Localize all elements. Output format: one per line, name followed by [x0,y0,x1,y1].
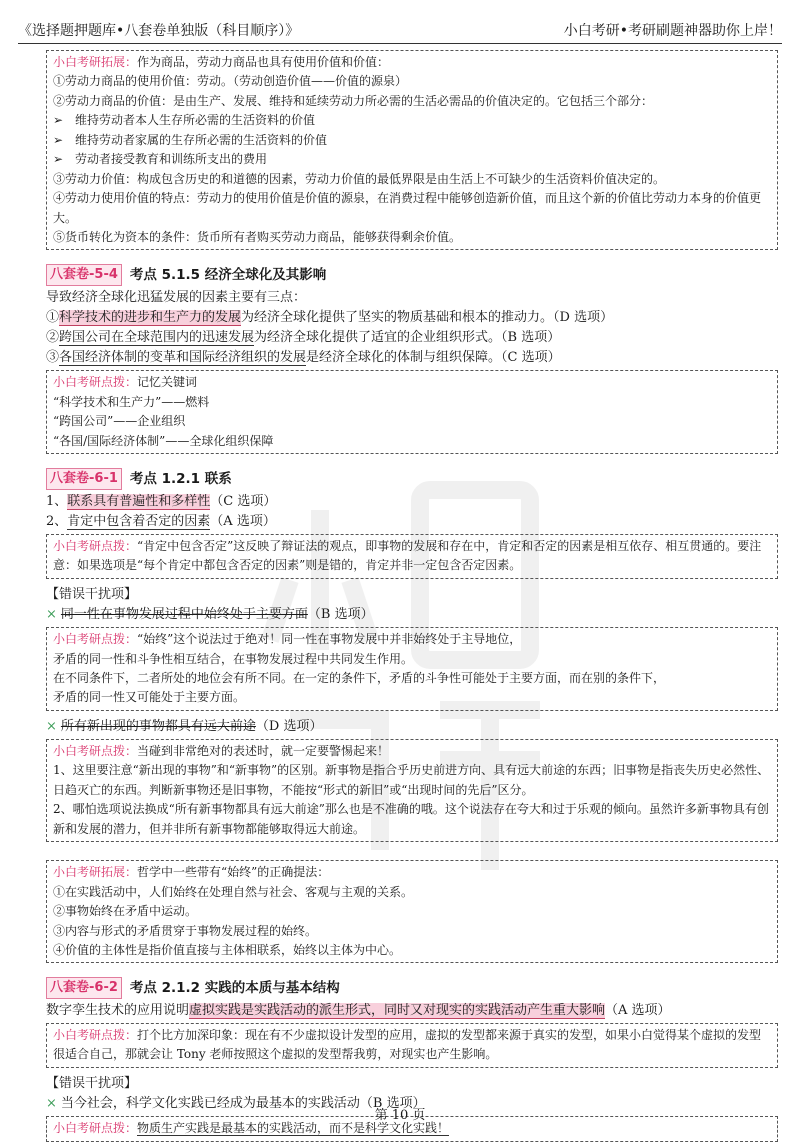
box-lead-text: 作为商品，劳动力商品也具有使用价值和价值： [137,55,390,69]
section-title: 考点 5.1.5 经济全球化及其影响 [129,267,327,283]
box-line: ③内容与形式的矛盾贯穿于事物发展过程的始终。 [53,923,318,938]
underlined-text: 跨国公司在全球范围内的迅速发展 [59,330,255,346]
cross-icon: × [46,718,57,734]
point-item: 1、联系具有普遍性和多样性（C 选项） [46,493,277,509]
highlighted-text: 科学技术的进步和生产力的发展 [59,310,242,326]
box-line: “各国/国际经济体制”——全球化组织保障 [53,433,274,448]
box-line: 矛盾的同一性又可能处于主要方面。 [53,690,246,705]
keyword-tip-box: 小白考研点拨：记忆关键词 “科学技术和生产力”——燃料 “跨国公司”——企业组织 “各国/国际经济体制”——全球化组织保障 [46,370,778,454]
tip-box: 小白考研点拨：当碰到非常绝对的表述时，就一定要警惕起来！ 1、这里要注意“新出现的事物”和“新事物”的区别。新事物是指合乎历史前进方向、具有远大前途的东西；旧事物是指丧失历史必然性、日趋灭亡的东西。判断新事物还是旧事物，不能按“形式的新旧”或“出现时间的先后”区分。 2、哪怕选项说法换成“所有新事物都具有远大前途”那么也是不准确的哦。这个说法存在夸大和过于乐观的倾向。虽然许多新事物具有创新和发展的潜力，但并非所有新事物都能够取得远大前途。 [46,739,778,842]
wrong-option: × 所有新出现的事物都具有远大前途（D 选项） [46,718,323,734]
wrong-option: × 当今社会，科学文化实践已经成为最基本的实践活动（B 选项） [46,1096,426,1112]
box-line: “跨国公司”——企业组织 [53,414,186,429]
wrong-options-label: 【错误干扰项】 [46,1075,138,1091]
wrong-option: × 同一性在事物发展过程中始终处于主要方面（B 选项） [46,606,374,622]
section-heading-6-1 [46,468,778,490]
section-intro: 导致经济全球化迅猛发展的因素主要有三点： [46,289,307,305]
expansion-box: 小白考研拓展：哲学中一些带有“始终”的正确提法： ①在实践活动中，人们始终在处理自然与社会、客观与主观的关系。 ②事物始终在矛盾中运动。 ③内容与形式的矛盾贯穿于事物发展过程的始终。 ④价值的主体性是指价值直接与主体相联系，始终以主体为中心。 [46,860,778,963]
tip-box: 小白考研点拨：“肯定中包含否定”这反映了辩证法的观点，即事物的发展和存在中，肯定和否定的因素是相互依存、相互贯通的。要注意：如果选项是“每个肯定中都包含否定的因素”则是错的，肯定并非一定包含否定因素。 [46,534,778,579]
header-right-slogan: 小白考研•考研刷题神器助你上岸！ [563,23,782,39]
point-item: 数字孪生技术的应用说明虚拟实践是实践活动的派生形式，同时又对现实的实践活动产生重大影响（A 选项） [46,1002,671,1018]
page-content [46,48,778,1148]
point-item: 2、肯定中包含着否定的因素（A 选项） [46,513,276,529]
box-line: ①在实践活动中，人们始终在处理自然与社会、客观与主观的关系。 [53,884,414,899]
point-item: ③各国经济体制的变革和国际经济组织的发展是经济全球化的体制与组织保障。（C 选项） [46,350,561,366]
tip-box: 小白考研点拨：打个比方加深印象：现在有不少虚拟设计发型的应用，虚拟的发型都来源于真实的发型，如果小白觉得某个虚拟的发型很适合自己，那就会让 Tony 老师按照这个虚拟的发型帮我剪，对现实也产生影响。 [46,1023,778,1068]
bullet-item: ➢ 劳动者接受教育和训练所支出的费用 [53,150,771,169]
box-line: 1、这里要注意“新出现的事物”和“新事物”的区别。新事物是指合乎历史前进方向、具有远大前途的东西；旧事物是指丧失历史必然性、日趋灭亡的东西。判断新事物还是旧事物，不能按“形式的新旧”或“出现时间的先后”区分。 [53,763,770,797]
box-line: ②劳动力商品的价值：是由生产、发展、维持和延续劳动力所必需的生活必需品的价值决定的。它包括三个部分： [53,93,654,108]
box-line: 在不同条件下，二者所处的地位会有所不同。在一定的条件下，矛盾的斗争性可能处于主要方面，而在别的条件下， [53,671,666,685]
box-line: 矛盾的同一性和斗争性相互结合，在事物发展过程中共同发生作用。 [53,651,414,666]
tip-box: 小白考研点拨：“始终”这个说法过于绝对！同一性在事物发展中并非始终处于主导地位， 矛盾的同一性和斗争性相互结合，在事物发展过程中共同发生作用。 在不同条件下，二者所处的地位会有所不同。在一定的条件下，矛盾的斗争性可能处于主要方面，而在别的条件下， 矛盾的同一性又可能处于主要方面。 [46,627,778,711]
point-item: ①科学技术的进步和生产力的发展为经济全球化提供了坚实的物质基础和根本的推动力。（D 选项） [46,310,614,326]
box-lead: 小白考研拓展： [53,55,138,69]
box-line: ③劳动力价值：构成包含历史的和道德的因素，劳动力价值的最低界限是由生活上不可缺少的生活资料价值决定的。 [53,171,666,186]
section-title: 考点 1.2.1 联系 [129,470,232,487]
cross-icon: × [46,606,57,622]
box-line: “科学技术和生产力”——燃料 [53,394,210,409]
page-number: 第 10 页 [374,1108,426,1123]
page-header [18,12,782,44]
labor-value-expansion-box [46,50,778,250]
box-line: ②事物始终在矛盾中运动。 [53,904,198,919]
bullet-item: ➢ 维持劳动者家属的生存所必需的生活资料的价值 [53,131,771,150]
exam-tag: 八套卷-6-1 [46,468,122,490]
box-line: ①劳动力商品的使用价值：劳动。（劳动创造价值——价值的源泉） [53,74,408,89]
tip-box: 小白考研点拨：物质生产实践是最基本的实践活动，而不是科学文化实践！ [46,1116,778,1141]
section-heading-5-4 [46,264,778,286]
header-left-title: 《选择题押题库•八套卷单独版（科目顺序）》 [18,23,300,39]
section-heading-6-2 [46,977,778,999]
underlined-text: 各国经济体制的变革和国际经济组织的发展 [59,350,307,366]
bullet-item: ➢ 维持劳动者本人生存所必需的生活资料的价值 [53,111,771,130]
section-title: 考点 2.1.2 实践的本质与基本结构 [129,980,340,997]
highlighted-text: 虚拟实践是实践活动的派生形式，同时又对现实的实践活动产生重大影响 [189,1002,606,1018]
box-line: 2、哪怕选项说法换成“所有新事物都具有远大前途”那么也是不准确的哦。这个说法存在夸大和过于乐观的倾向。虽然许多新事物具有创新和发展的潜力，但并非所有新事物都能够取得远大前途。 [53,802,769,836]
box-line: ④劳动力使用价值的特点：劳动力的使用价值是价值的源泉，在消费过程中能够创造新价值，而且这个新的价值比劳动力本身的价值更大。 [53,191,762,225]
box-line: ⑤货币转化为资本的条件：货币所有者购买劳动力商品，能够获得剩余价值。 [53,229,462,244]
box-line: ④价值的主体性是指价值直接与主体相联系，始终以主体为中心。 [53,942,402,957]
underlined-text: 肯定中包含着否定的因素 [67,513,211,529]
cross-icon: × [46,1096,57,1112]
wrong-options-label: 【错误干扰项】 [46,586,138,602]
point-item: ②跨国公司在全球范围内的迅速发展为经济全球化提供了适宜的企业组织形式。（B 选项） [46,330,561,346]
exam-tag: 八套卷-5-4 [46,264,122,286]
exam-tag: 八套卷-6-2 [46,977,122,999]
highlighted-text: 联系具有普遍性和多样性 [67,493,211,509]
